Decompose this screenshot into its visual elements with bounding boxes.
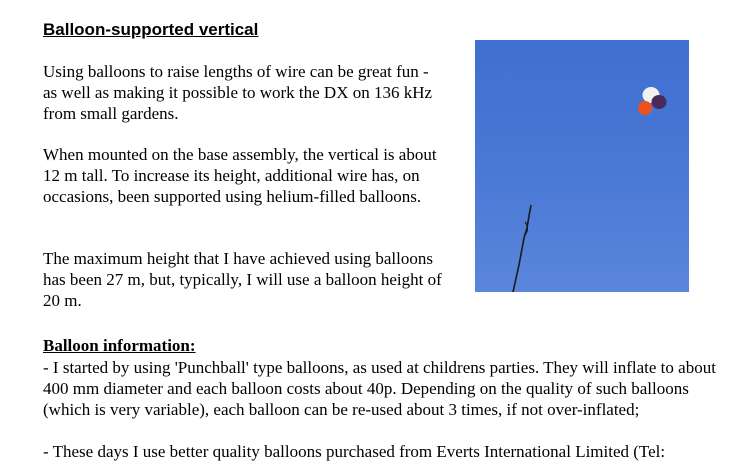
- paragraph-mounting: When mounted on the base assembly, the vertical is about 12 m tall. To increase its height, additional wire has, on occasions, been supported using helium-filled balloons.: [43, 145, 437, 206]
- balloon-photo-illustration: [475, 40, 689, 292]
- purple-balloon: [652, 95, 667, 109]
- paragraph-intro: Using balloons to raise lengths of wire can be great fun - as well as making it possible to work the DX on 136 kHz from small gardens.: [43, 62, 433, 123]
- paragraph-max-height: The maximum height that I have achieved using balloons has been 27 m, but, typically, I will use a balloon height of 20 m.: [43, 249, 442, 310]
- balloon-photo: [475, 40, 689, 292]
- section-heading: Balloon-supported vertical: [43, 20, 259, 39]
- balloon-info-heading: Balloon information:: [43, 336, 196, 355]
- orange-balloon: [638, 101, 652, 115]
- balloon-info-item-2: - These days I use better quality balloons purchased from Everts International Limited (Tel:: [43, 442, 666, 461]
- balloon-info-item-1: - I started by using 'Punchball' type balloons, as used at childrens parties. They will inflate to about 400 mm diameter and each balloon costs about 40p. Depending on the quality of such balloons (which is very variable), each balloon can be re-used about 3 times, if not over-inflated;: [43, 358, 716, 419]
- antenna-wire: [513, 205, 531, 292]
